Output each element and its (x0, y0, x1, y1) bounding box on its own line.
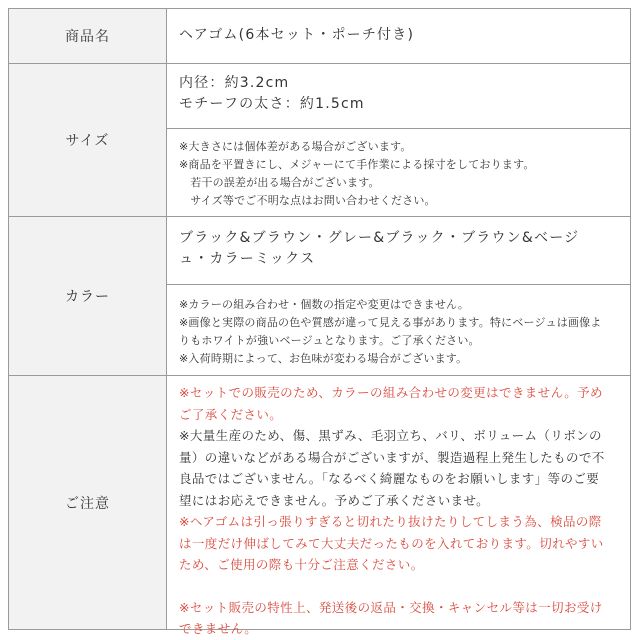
product-spec-table (8, 8, 631, 636)
color-values (167, 217, 630, 285)
label-caution: ご注意 (9, 376, 167, 629)
label-product-name: 商品名 (9, 9, 167, 63)
product-name-value: ヘアゴム(6本セット・ポーチ付き) (179, 27, 415, 43)
row-caution (9, 376, 630, 636)
color-note: ※カラーの組み合わせ・個数の指定や変更はできません。 (179, 298, 470, 311)
row-color (9, 217, 630, 376)
size-value-inner-diameter: 内径：約3.2cm (179, 75, 290, 91)
size-values (167, 64, 630, 129)
color-note: ※入荷時期によって、お色味が変わる場合がございます。 (179, 352, 468, 365)
caution-line: ※大量生産のため、傷、黒ずみ、毛羽立ち、バリ、ボリューム（リボンの (179, 428, 602, 443)
caution-text (167, 382, 630, 640)
size-note: ※大きさには個体差がある場合がございます。 (179, 140, 412, 153)
color-note: りもホワイトが強いベージュとなります。ご了承ください。 (179, 334, 480, 347)
size-notes (167, 129, 630, 210)
caution-warning-line: ※セット販売の特性上、発送後の返品・交換・キャンセル等は一切お受け (179, 599, 603, 615)
size-value-motif-width: モチーフの太さ：約1.5cm (179, 96, 365, 112)
caution-warning-line: ご了承ください。 (179, 406, 283, 422)
size-note: サイズ等でご不明な点はお問い合わせください。 (179, 194, 436, 207)
caution-warning-line: ため、ご使用の際も十分ご注意ください。 (179, 557, 424, 572)
caution-warning-line: できません。 (179, 621, 258, 636)
color-notes (167, 285, 630, 368)
color-note: ※画像と実際の商品の色や質感が違って見える事があります。特にベージュは画像よ (179, 316, 602, 329)
caution-warning-line: ※ヘアゴムは引っ張りすぎると切れたり抜けたりしてしまう為、検品の際 (179, 514, 602, 529)
color-value-line: ブラック&ブラウン・グレー&ブラック・ブラウン&ベージ (179, 230, 580, 246)
label-size: サイズ (9, 64, 167, 216)
row-product-name (9, 9, 630, 64)
row-size (9, 64, 630, 217)
content-product-name (167, 9, 630, 63)
size-note: ※商品を平置きにし、メジャーにて手作業による採寸をしております。 (179, 158, 535, 171)
caution-spacer (179, 576, 630, 597)
caution-line: 望にはお応えできません。予めご了承くださいませ。 (179, 492, 489, 508)
content-color (167, 217, 630, 375)
color-value-line: ュ・カラーミックス (179, 251, 316, 267)
content-caution (167, 376, 630, 636)
content-size (167, 64, 630, 216)
caution-line: 量）の違いなどがある場合がございますが、製造過程上発生したもので不 (179, 449, 605, 465)
size-note: 若干の誤差が出る場合がございます。 (179, 176, 380, 189)
caution-warning-line: ※セットでの販売のため、カラーの組み合わせの変更はできません。予め (179, 385, 603, 400)
caution-warning-line: は一度だけ伸ばしてみて大丈夫だったものを入れております。切れやすい (179, 535, 604, 551)
label-color: カラー (9, 217, 167, 375)
caution-line: 良品ではございません。「なるべく綺麗なものをお願いします」等のご要 (179, 471, 600, 486)
